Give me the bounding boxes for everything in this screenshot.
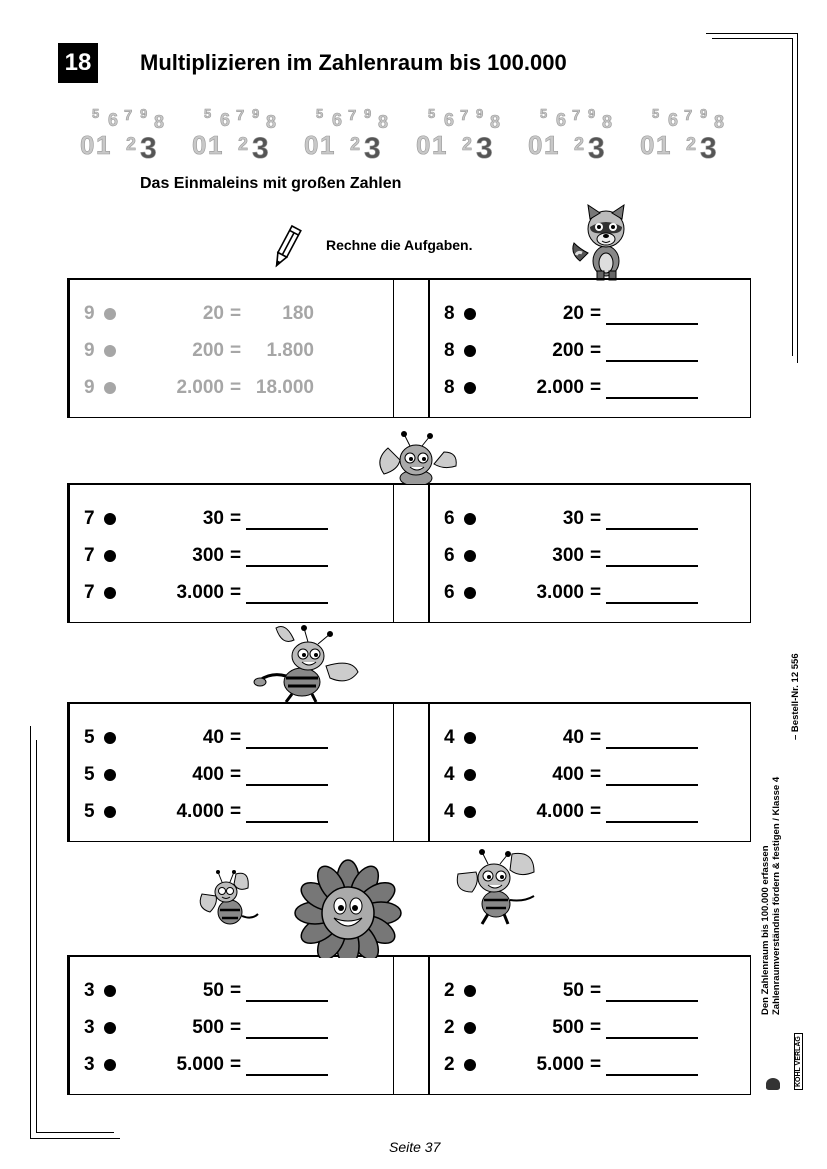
equals-sign: = [590, 545, 602, 566]
answer-blank[interactable] [246, 528, 328, 530]
answer-value: 1.800 [266, 340, 314, 361]
equals-sign: = [590, 980, 602, 1001]
digit-glyph: 9 [476, 106, 484, 121]
factor-b: 2.000 [176, 377, 224, 398]
digit-glyph: 3 [588, 132, 605, 162]
equals-sign: = [590, 1017, 602, 1038]
digit-glyph: 5 [316, 106, 324, 121]
digit-glyph: 5 [92, 106, 100, 121]
factor-a: 3 [84, 980, 95, 1001]
frame-line [30, 1138, 120, 1139]
multiply-dot-icon [104, 550, 116, 562]
digit-glyph: 0 [528, 130, 543, 160]
answer-blank[interactable] [606, 360, 698, 362]
factor-b: 300 [192, 545, 224, 566]
answer-value: 18.000 [255, 377, 314, 398]
multiply-dot-icon [104, 985, 116, 997]
factor-b: 40 [562, 727, 584, 748]
task-box [67, 702, 751, 842]
answer-blank[interactable] [606, 528, 698, 530]
task-box [67, 955, 751, 1095]
answer-blank[interactable] [606, 821, 698, 823]
answer-value: 180 [282, 303, 314, 324]
multiply-dot-icon [464, 587, 476, 599]
digit-glyph: 6 [108, 110, 119, 130]
factor-b: 500 [552, 1017, 584, 1038]
digit-glyph: 7 [236, 107, 245, 124]
factor-b: 50 [202, 980, 224, 1001]
multiply-dot-icon [104, 806, 116, 818]
digit-glyph: 8 [378, 112, 389, 132]
answer-blank[interactable] [246, 747, 328, 749]
answer-blank[interactable] [606, 397, 698, 399]
multiply-dot-icon [464, 308, 476, 320]
digit-glyph: 3 [252, 132, 269, 162]
factor-b: 500 [192, 1017, 224, 1038]
factor-a: 8 [444, 377, 455, 398]
factor-a: 4 [444, 727, 455, 748]
digit-glyph: 6 [556, 110, 567, 130]
pencil-icon [272, 222, 302, 270]
multiply-dot-icon [104, 769, 116, 781]
digit-glyph: 9 [252, 106, 260, 121]
equals-sign: = [230, 1054, 242, 1075]
factor-a: 7 [84, 508, 95, 529]
factor-b: 5.000 [176, 1054, 224, 1075]
digit-glyph: 2 [350, 134, 361, 154]
equals-sign: = [230, 764, 242, 785]
factor-b: 400 [552, 764, 584, 785]
publisher-name: KOHL VERLAG [794, 1033, 803, 1090]
digit-glyph: 0 [416, 130, 431, 160]
bee-illustration [252, 622, 360, 704]
answer-blank[interactable] [606, 1000, 698, 1002]
multiply-dot-icon [464, 1022, 476, 1034]
answer-blank[interactable] [246, 1074, 328, 1076]
digit-glyph: 3 [364, 132, 381, 162]
answer-blank[interactable] [606, 602, 698, 604]
digit-glyph: 6 [668, 110, 679, 130]
equals-sign: = [590, 582, 602, 603]
answer-blank[interactable] [246, 784, 328, 786]
factor-a: 7 [84, 582, 95, 603]
frame-line [706, 33, 798, 34]
factor-b: 30 [562, 508, 584, 529]
digit-glyph: 8 [714, 112, 725, 132]
factor-b: 2.000 [536, 377, 584, 398]
factor-a: 6 [444, 582, 455, 603]
factor-b: 20 [202, 303, 224, 324]
digit-glyph: 1 [320, 130, 335, 160]
digit-glyph: 3 [700, 132, 717, 162]
frame-line [36, 740, 37, 1132]
factor-b: 200 [192, 340, 224, 361]
digit-glyph: 7 [684, 107, 693, 124]
digit-glyph: 3 [140, 132, 157, 162]
digit-glyph: 2 [686, 134, 697, 154]
frame-line [797, 33, 798, 363]
factor-b: 4.000 [536, 801, 584, 822]
multiply-dot-icon [104, 513, 116, 525]
multiply-dot-icon [104, 732, 116, 744]
digit-glyph: 0 [192, 130, 207, 160]
digit-glyph: 8 [154, 112, 165, 132]
page-number-badge: 18 [58, 43, 98, 83]
equals-sign: = [230, 303, 242, 324]
multiply-dot-icon [104, 1022, 116, 1034]
factor-a: 3 [84, 1054, 95, 1075]
factor-b: 20 [562, 303, 584, 324]
digit-glyph: 9 [588, 106, 596, 121]
task-box [67, 483, 751, 623]
digit-glyph: 2 [462, 134, 473, 154]
digit-glyph: 5 [428, 106, 436, 121]
equals-sign: = [230, 727, 242, 748]
section-subtitle: Das Einmaleins mit großen Zahlen [140, 175, 402, 192]
multiply-dot-icon [464, 382, 476, 394]
multiply-dot-icon [464, 345, 476, 357]
digit-glyph: 3 [476, 132, 493, 162]
digit-glyph: 6 [444, 110, 455, 130]
digit-glyph: 6 [332, 110, 343, 130]
digit-glyph: 7 [124, 107, 133, 124]
digit-glyph: 0 [304, 130, 319, 160]
instruction-text: Rechne die Aufgaben. [326, 237, 473, 253]
digit-glyph: 1 [96, 130, 111, 160]
bee-illustration [454, 848, 538, 928]
digit-glyph: 1 [544, 130, 559, 160]
sidebar-line-2: Zahlenraumverständnis fördern & festigen / Klasse 4 [771, 776, 782, 1015]
equals-sign: = [230, 1017, 242, 1038]
digit-glyph: 2 [238, 134, 249, 154]
answer-blank[interactable] [606, 1037, 698, 1039]
equals-sign: = [590, 764, 602, 785]
answer-blank[interactable] [606, 323, 698, 325]
frame-line [792, 38, 793, 356]
answer-blank[interactable] [606, 1074, 698, 1076]
equals-sign: = [230, 340, 242, 361]
factor-a: 3 [84, 1017, 95, 1038]
factor-b: 30 [202, 508, 224, 529]
multiply-dot-icon [464, 806, 476, 818]
factor-a: 6 [444, 545, 455, 566]
equals-sign: = [230, 545, 242, 566]
factor-a: 7 [84, 545, 95, 566]
factor-b: 50 [562, 980, 584, 1001]
digit-glyph: 9 [700, 106, 708, 121]
equals-sign: = [590, 340, 602, 361]
factor-a: 2 [444, 980, 455, 1001]
digit-glyph: 5 [652, 106, 660, 121]
answer-blank[interactable] [246, 1000, 328, 1002]
flower-illustration [290, 858, 410, 958]
answer-blank[interactable] [246, 1037, 328, 1039]
factor-b: 200 [552, 340, 584, 361]
digit-glyph: 9 [140, 106, 148, 121]
digit-glyph: 2 [126, 134, 137, 154]
factor-b: 300 [552, 545, 584, 566]
digit-glyph: 8 [490, 112, 501, 132]
multiply-dot-icon [104, 382, 116, 394]
equals-sign: = [230, 508, 242, 529]
page-footer: Seite 37 [389, 1139, 441, 1155]
equals-sign: = [230, 582, 242, 603]
multiply-dot-icon [464, 550, 476, 562]
answer-blank[interactable] [246, 602, 328, 604]
multiply-dot-icon [104, 587, 116, 599]
factor-a: 5 [84, 801, 95, 822]
multiply-dot-icon [104, 1059, 116, 1071]
factor-a: 8 [444, 340, 455, 361]
factor-a: 9 [84, 340, 95, 361]
digit-glyph: 0 [640, 130, 655, 160]
digit-glyph: 6 [220, 110, 231, 130]
factor-a: 2 [444, 1017, 455, 1038]
digit-glyph: 8 [266, 112, 277, 132]
frame-line [36, 1132, 114, 1133]
answer-blank[interactable] [606, 565, 698, 567]
raccoon-illustration [570, 203, 636, 281]
factor-a: 5 [84, 764, 95, 785]
answer-blank[interactable] [246, 821, 328, 823]
equals-sign: = [590, 1054, 602, 1075]
factor-a: 4 [444, 801, 455, 822]
factor-b: 3.000 [536, 582, 584, 603]
digit-glyph: 1 [208, 130, 223, 160]
digit-glyph: 8 [602, 112, 613, 132]
publisher-logo [770, 1030, 802, 1090]
digit-glyph: 7 [572, 107, 581, 124]
equals-sign: = [590, 801, 602, 822]
digit-glyph: 1 [432, 130, 447, 160]
equals-sign: = [590, 303, 602, 324]
factor-b: 40 [202, 727, 224, 748]
factor-b: 4.000 [176, 801, 224, 822]
answer-blank[interactable] [606, 784, 698, 786]
equals-sign: = [230, 801, 242, 822]
digit-glyph: 5 [204, 106, 212, 121]
factor-a: 9 [84, 303, 95, 324]
multiply-dot-icon [464, 513, 476, 525]
digit-glyph: 0 [80, 130, 95, 160]
factor-b: 5.000 [536, 1054, 584, 1075]
multiply-dot-icon [464, 1059, 476, 1071]
factor-b: 3.000 [176, 582, 224, 603]
digit-glyph: 2 [574, 134, 585, 154]
frame-line [712, 38, 792, 39]
frame-line [30, 726, 31, 1138]
multiply-dot-icon [464, 732, 476, 744]
digit-glyph: 7 [348, 107, 357, 124]
factor-a: 5 [84, 727, 95, 748]
digit-glyph: 9 [364, 106, 372, 121]
multiply-dot-icon [464, 769, 476, 781]
page-title: Multiplizieren im Zahlenraum bis 100.000 [140, 50, 567, 75]
factor-a: 9 [84, 377, 95, 398]
digit-glyph: 5 [540, 106, 548, 121]
equals-sign: = [230, 980, 242, 1001]
digits-decoration [78, 92, 748, 162]
bee-illustration [196, 868, 262, 930]
sidebar-line-1: Den Zahlenraum bis 100.000 erfassen [760, 845, 771, 1015]
factor-a: 4 [444, 764, 455, 785]
equals-sign: = [590, 727, 602, 748]
factor-a: 8 [444, 303, 455, 324]
answer-blank[interactable] [246, 565, 328, 567]
task-box [67, 278, 751, 418]
sidebar-order-number: – Bestell-Nr. 12 556 [790, 653, 801, 740]
answer-blank[interactable] [606, 747, 698, 749]
factor-b: 400 [192, 764, 224, 785]
equals-sign: = [590, 508, 602, 529]
equals-sign: = [230, 377, 242, 398]
digit-glyph: 1 [656, 130, 671, 160]
bee-illustration [374, 430, 458, 484]
factor-a: 2 [444, 1054, 455, 1075]
factor-a: 6 [444, 508, 455, 529]
multiply-dot-icon [104, 345, 116, 357]
multiply-dot-icon [464, 985, 476, 997]
digit-glyph: 7 [460, 107, 469, 124]
multiply-dot-icon [104, 308, 116, 320]
equals-sign: = [590, 377, 602, 398]
